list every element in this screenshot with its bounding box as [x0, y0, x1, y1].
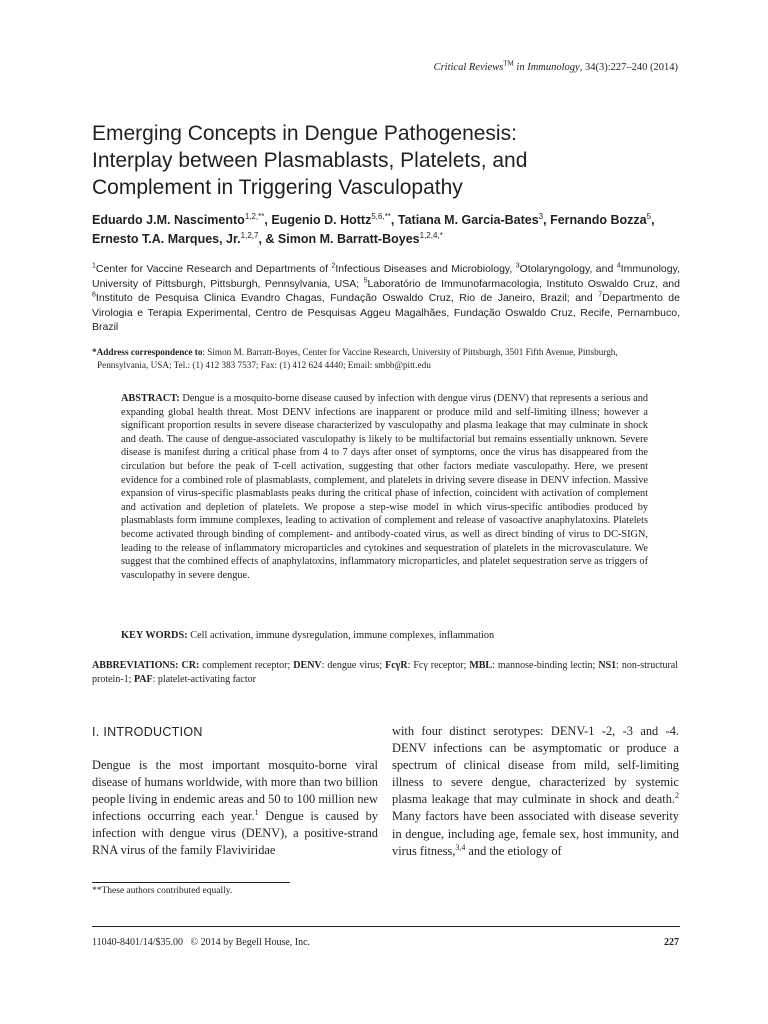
abbrev-definition: : dengue virus; — [321, 660, 386, 671]
affiliation-mark: 3 — [515, 262, 520, 270]
abbrev-term: NS1 — [598, 660, 617, 671]
affiliation-text: Departmento de Virologia e Terapia Experimental, Centro de Pesquisas Aggeu Magalhães, Fundação Oswaldo Cruz, Recife, Pernambuco, Brazil — [92, 292, 680, 333]
affiliation-mark: 7 — [598, 291, 603, 299]
author-name: Eugenio D. Hottz — [271, 213, 372, 227]
abbrev-definition: : non-structural protein-1; — [92, 660, 679, 685]
author-affiliation-mark: 5,6,** — [371, 211, 391, 221]
footer-divider — [92, 926, 680, 927]
abstract-label: ABSTRACT: — [121, 393, 180, 404]
title-line-2: Interplay between Plasmablasts, Platelets, and — [92, 149, 528, 172]
footnote: **These authors contributed equally. — [92, 886, 233, 896]
affiliation-mark: 5 — [363, 277, 368, 284]
affiliation-text: Laboratório de Immunofarmacologia, Instituto Oswaldo Cruz, and — [367, 277, 680, 290]
author-separator: , — [390, 213, 398, 227]
footnote-divider — [92, 882, 290, 883]
affiliation-mark: 2 — [331, 262, 336, 270]
author-name: Simon M. Barratt-Boyes — [277, 232, 420, 246]
abbrev-term: MBL — [469, 660, 493, 671]
keywords — [121, 630, 648, 641]
section-heading: I. INTRODUCTION — [92, 725, 203, 739]
keywords-label: KEY WORDS: — [121, 630, 188, 641]
body-text: and the etiology of — [465, 843, 562, 858]
abstract-paragraph — [121, 392, 648, 582]
abbrev-term: DENV — [293, 660, 322, 671]
citation-mark: 1 — [254, 808, 259, 818]
title-line-3: Complement in Triggering Vasculopathy — [92, 176, 463, 199]
author-separator: , & — [258, 232, 278, 246]
abbrev-term: PAF — [133, 674, 153, 685]
correspondence-text: : Simon M. Barratt-Boyes, Center for Vaccine Research, University of Pittsburgh, 3501 Fifth Avenue, Pittsburgh, — [202, 347, 618, 357]
abbrev-term: FcγR — [385, 660, 408, 671]
body-paragraph — [392, 723, 679, 860]
journal-name-rest: in Immunology — [513, 62, 580, 73]
citation-mark: 2 — [675, 791, 679, 801]
abstract-text: Dengue is a mosquito-borne disease caused by infection with dengue virus (DENV) that represents a serious and expanding global health threat. Most DENV infections are inapparent or produce mild and self-limiting illness; however a significant proportion results in severe disease characterized by vasculopathy and plasma leakage that may culminate in shock and death. The cause of dengue-associated vasculopathy is likely to be multifactorial but remains essentially unknown. Severe disease is manifest during a critical phase from 4 to 7 days after onset of symptoms, once the virus has disappeared from the circulation but before the peak of T-cell activation, suggesting that other factors mediate vasculopathy. Here, we present evidence for a combined role of plasmablasts, complement, and platelets in driving severe disease in DENV infection. Massive expansion of virus-specific plasmablasts peaks during the critical phase of infection, coincident with activation of complement and activation and depletion of platelets. We propose a step-wise model in which virus-specific antibodies produced by plasmablasts form immune complexes, leading to activation of complement and release of vasoactive anaphylatoxins. Platelets become activated through binding of complement- and antibody-coated virus, as well as direct binding of virus to DC-SIGN, leading to the release of inflammatory microparticles and cytokines and sequestration of platelets in the microvasculature. We suggest that the combined effects of anaphylatoxins, inflammatory microparticles, and platelet sequestration serve as triggers of vasculopathy in severe dengue. — [121, 393, 648, 581]
abbreviations — [92, 659, 678, 687]
affiliation-mark: 4 — [616, 262, 621, 270]
affiliation-text: Instituto de Pesquisa Clinica Evandro Chagas, Fundação Oswaldo Cruz, Rio de Janeiro, Brazil; and — [95, 292, 599, 304]
author-name: Fernando Bozza — [550, 213, 647, 227]
page-number: 227 — [664, 937, 679, 948]
author-affiliation-mark: 1,2,7 — [240, 230, 259, 240]
abbrev-definition: : Fcγ receptor; — [407, 660, 470, 671]
affiliation-text: Otolaryngology, and — [519, 263, 617, 275]
citation-mark: 3,4 — [455, 842, 466, 852]
author-affiliation-mark: 3 — [538, 211, 544, 221]
author-affiliation-mark: 5 — [646, 211, 652, 221]
abbrev-definition: : platelet-activating factor — [152, 674, 256, 685]
article-title — [92, 120, 692, 201]
body-paragraph — [92, 757, 378, 860]
affiliation-text: Infectious Diseases and Microbiology, — [335, 263, 516, 275]
affiliation-mark: 6 — [92, 291, 96, 299]
author-name: Ernesto T.A. Marques, Jr. — [92, 232, 241, 246]
body-text: Dengue is caused by infection with dengue virus (DENV), a positive-strand RNA virus of the family Flaviviridae — [92, 809, 378, 858]
body-column-right — [392, 723, 679, 860]
affiliation-text: Center for Vaccine Research and Departments of — [95, 263, 332, 275]
abbrev-definition: : mannose-binding lectin; — [492, 660, 599, 671]
author-affiliation-mark: 1,2,4,* — [419, 230, 443, 240]
correspondence — [92, 346, 680, 372]
correspondence-line-1 — [92, 346, 680, 359]
author-separator: , — [264, 213, 272, 227]
title-line-1: Emerging Concepts in Dengue Pathogenesis: — [92, 122, 517, 145]
keywords-text: Cell activation, immune dysregulation, immune complexes, inflammation — [187, 630, 495, 641]
trademark-mark: TM — [503, 59, 514, 68]
abstract — [121, 392, 648, 582]
abbrev-definition: complement receptor; — [199, 660, 294, 671]
affiliation-text: Immunology, University of Pittsburgh, Pittsburgh, Pennsylvania, USA; — [92, 263, 680, 290]
author-list — [92, 211, 672, 249]
footer-copyright: 11040-8401/14/$35.00 © 2014 by Begell House, Inc. — [92, 937, 311, 948]
abbrev-term: CR: — [178, 660, 200, 671]
abbreviations-label: ABBREVIATIONS: — [92, 660, 179, 671]
author-name: Eduardo J.M. Nascimento — [92, 213, 245, 227]
author-separator: , — [543, 213, 551, 227]
body-column-left — [92, 757, 378, 860]
author-separator: , — [651, 213, 655, 227]
affiliation-mark: 1 — [92, 262, 96, 270]
body-text: Dengue is the most important mosquito-borne viral disease of humans worldwide, with more than two billion people living in endemic areas and 50 to 100 million new infections occurring each year. — [92, 758, 378, 824]
author-name: Tatiana M. Garcia-Bates — [397, 213, 539, 227]
journal-citation — [0, 59, 678, 73]
body-text: with four distinct serotypes: DENV-1 -2, -3 and -4. DENV infections can be asymptomatic or produce a spectrum of clinical disease from mild, self-limiting illness to severe dengue, characterized by systemic plasma leakage that may culminate in shock and death. — [392, 724, 679, 807]
author-affiliation-mark: 1,2,** — [244, 211, 265, 221]
body-text: Many factors have been associated with disease severity in dengue, including age, female sex, host immunity, and virus fitness, — [392, 809, 679, 858]
correspondence-line-2: Pennsylvania, USA; Tel.: (1) 412 383 7537; Fax: (1) 412 624 4440; Email: smbb@pitt.edu — [97, 360, 431, 370]
journal-name: Critical Reviews — [433, 62, 504, 73]
affiliations — [92, 262, 680, 335]
volume-pages: , 34(3):227–240 (2014) — [579, 62, 678, 73]
correspondence-label: *Address correspondence to — [92, 347, 203, 357]
